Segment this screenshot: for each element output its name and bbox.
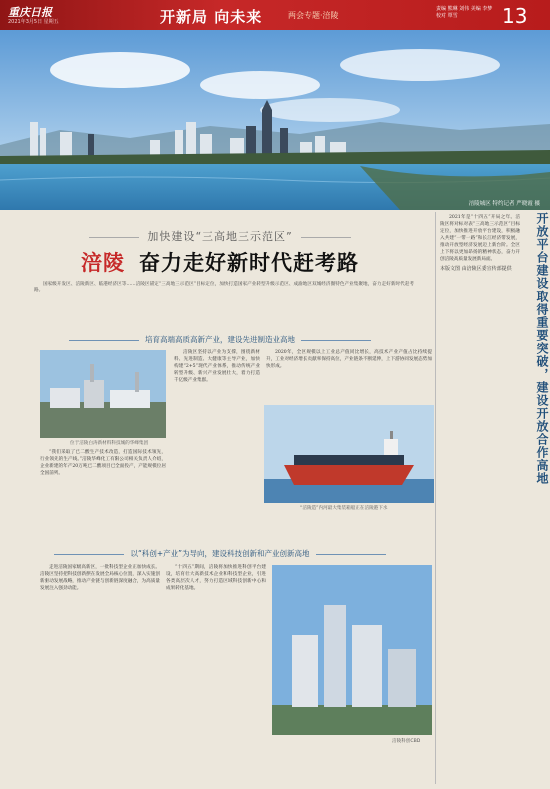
section-subtitle: 两会专题·涪陵 bbox=[288, 11, 339, 20]
page-number: 13 bbox=[502, 4, 528, 28]
factory-photo[interactable] bbox=[40, 350, 166, 438]
cbd-photo[interactable] bbox=[272, 565, 432, 735]
factory-photo-caption: 位于涪陵白涛新材料科技城的华峰集团 bbox=[70, 441, 149, 446]
photo-credit: 涪陵城区 特约记者 严晓霞 摄 bbox=[468, 201, 540, 207]
headline[interactable] bbox=[0, 247, 440, 277]
section2-text-a: 走进涪陵国家级高新区，一批科技型企业正加快成长。涪陵区坚持把科技创新摆在发展全局核心位置，深入实施创新驱动发展战略，推动产业链与创新链深度融合，为高质量发展注入强劲动能。 bbox=[40, 565, 160, 591]
issue-date: 2021年3月5日 星期五 bbox=[8, 19, 59, 25]
editors-credit: 责编 熊琳 刘伟 美编 李梦 校对 覃雪 bbox=[436, 6, 493, 19]
right-column bbox=[440, 212, 548, 784]
cbd-image bbox=[272, 565, 432, 735]
ship-image bbox=[264, 405, 434, 503]
column-divider bbox=[435, 212, 436, 784]
section-heading-2: 以“科创+产业”为导向，建设科技创新和产业创新高地 bbox=[0, 548, 440, 559]
kicker: 加快建设“三高地三示范区” bbox=[0, 228, 440, 244]
newspaper-logo[interactable]: 重庆日报 bbox=[8, 6, 52, 19]
masthead bbox=[0, 0, 550, 30]
ship-photo-caption: “涪陵造”内河最大集装箱船正在涪陵港下水 bbox=[300, 506, 388, 511]
ship-photo[interactable] bbox=[264, 405, 434, 503]
right-column-byline: 本版文图 由涪陵区委宣传部提供 bbox=[440, 266, 512, 272]
lead-paragraph: 国家级开发区、涪陵新区、临港经济区等……涪陵区锚定“三高地三示范区”目标定位，加快打造国家产业转型升级示范区、成渝地区双城经济圈特色产业集聚地，奋力走好新时代赶考路。 bbox=[34, 282, 414, 294]
right-column-heading: 开放平台建设取得重要突破，建设开放合作高地 bbox=[535, 212, 549, 485]
section2-text-b: “十四五”期间，涪陵将加快推进科创平台建设，培育壮大高新技术企业和科技型企业，引进各类高层次人才，努力打造区域科技创新中心和成果转化基地。 bbox=[166, 565, 266, 591]
right-column-text: 2021年是“十四五”开局之年。涪陵区将对标对表“三高地三示范区”目标定位，加快推进开放平台建设，积极融入共建“一带一路”和长江经济带发展，推动开放型经济发展迈上新台阶。全区上下将以更加昂扬的精神状态，奋力开创涪陵高质量发展新局面。 本版文图 由涪陵区委宣传部提供 bbox=[440, 215, 520, 272]
city-skyline-image bbox=[0, 30, 550, 210]
section-title: 开新局 向未来 bbox=[160, 8, 263, 26]
factory-image bbox=[40, 350, 166, 438]
hero-photo[interactable] bbox=[0, 30, 550, 210]
section1-text-b: 涪陵区坚持以产业为支撑，围绕新材料、先进制造、大健康等主导产业，加快构建“2+5”现代产业体系，推动传统产业转型升级、新兴产业发展壮大，着力打造千亿级产业集群。 bbox=[174, 350, 260, 383]
cbd-photo-caption: 涪陵科创CBD bbox=[392, 739, 421, 744]
headline-place: 涪陵 bbox=[81, 250, 125, 275]
section1-text-c: 2020年，全区规模以上工业总产值同比增长，高技术产业产值占比持续提升，工业对经济增长贡献率保持高位，产业链条不断延伸，上下游协同发展态势加快形成。 bbox=[266, 350, 432, 369]
headline-main: 奋力走好新时代赶考路 bbox=[139, 250, 359, 275]
section1-text-a: “我们采取了已二酸生产技术改造，打造国际技术领先，行业领先的生产线。”涪陵华峰化工有限公司相关负责人介绍，企业新建的年产20万吨已二酸项目已全面投产，产能规模位居全国前列。 bbox=[40, 450, 166, 476]
section-heading-1: 培育高端高质高新产业，建设先进制造业高地 bbox=[0, 334, 440, 345]
